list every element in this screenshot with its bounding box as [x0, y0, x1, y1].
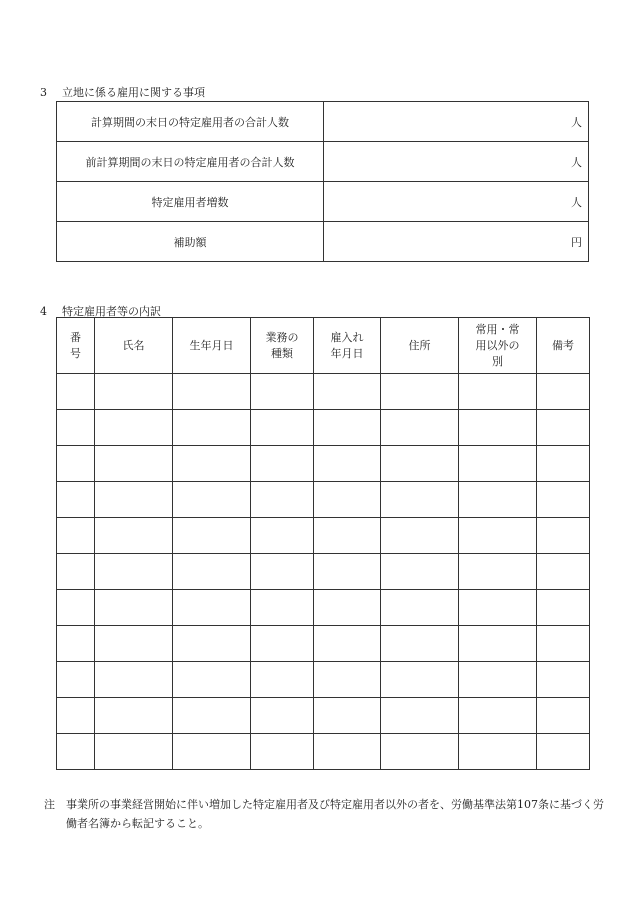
entry-cell[interactable] — [95, 518, 173, 554]
entry-cell[interactable] — [251, 446, 314, 482]
column-header: 番 号 — [57, 318, 95, 374]
row-value-cell[interactable] — [324, 182, 589, 222]
entry-cell[interactable] — [57, 446, 95, 482]
entry-cell[interactable] — [537, 698, 590, 734]
entry-cell[interactable] — [314, 374, 381, 410]
entry-cell[interactable] — [173, 626, 251, 662]
entry-cell[interactable] — [57, 482, 95, 518]
entry-cell[interactable] — [381, 734, 459, 770]
row-unit: 人 — [571, 195, 582, 209]
entry-cell[interactable] — [57, 662, 95, 698]
entry-cell[interactable] — [459, 482, 537, 518]
entry-cell[interactable] — [57, 410, 95, 446]
table-body — [57, 374, 590, 770]
entry-cell[interactable] — [314, 590, 381, 626]
table-row — [57, 102, 589, 142]
entry-cell[interactable] — [459, 518, 537, 554]
entry-cell[interactable] — [57, 554, 95, 590]
table-row — [57, 446, 590, 482]
entry-cell[interactable] — [95, 374, 173, 410]
row-label: 補助額 — [57, 222, 324, 262]
section3-number: 3 — [40, 86, 47, 99]
entry-cell[interactable] — [459, 554, 537, 590]
entry-cell[interactable] — [537, 590, 590, 626]
entry-cell[interactable] — [95, 734, 173, 770]
entry-cell[interactable] — [95, 662, 173, 698]
entry-cell[interactable] — [381, 410, 459, 446]
column-header: 氏名 — [95, 318, 173, 374]
entry-cell[interactable] — [173, 698, 251, 734]
entry-cell[interactable] — [95, 626, 173, 662]
entry-cell[interactable] — [314, 698, 381, 734]
entry-cell[interactable] — [251, 410, 314, 446]
row-label: 特定雇用者増数 — [57, 182, 324, 222]
entry-cell[interactable] — [537, 446, 590, 482]
entry-cell[interactable] — [314, 626, 381, 662]
table-row — [57, 518, 590, 554]
table-row — [57, 662, 590, 698]
entry-cell[interactable] — [95, 410, 173, 446]
entry-cell[interactable] — [251, 662, 314, 698]
entry-cell[interactable] — [251, 374, 314, 410]
entry-cell[interactable] — [314, 518, 381, 554]
entry-cell[interactable] — [459, 374, 537, 410]
entry-cell[interactable] — [95, 590, 173, 626]
entry-cell[interactable] — [459, 446, 537, 482]
column-header: 生年月日 — [173, 318, 251, 374]
entry-cell[interactable] — [251, 554, 314, 590]
entry-cell[interactable] — [459, 734, 537, 770]
entry-cell[interactable] — [537, 734, 590, 770]
table-row — [57, 142, 589, 182]
entry-cell[interactable] — [537, 662, 590, 698]
row-unit: 円 — [571, 235, 582, 249]
note-mark: 注 — [44, 798, 55, 811]
employment-summary-table — [56, 101, 589, 262]
column-header: 雇入れ 年月日 — [314, 318, 381, 374]
table-row — [57, 698, 590, 734]
table-row — [57, 554, 590, 590]
entry-cell[interactable] — [95, 698, 173, 734]
table-row — [57, 182, 589, 222]
footnote — [44, 795, 604, 833]
entry-cell[interactable] — [251, 518, 314, 554]
entry-cell[interactable] — [173, 662, 251, 698]
note-text: 事業所の事業経営開始に伴い増加した特定雇用者及び特定雇用者以外の者を、労働基準法第107条に基づく労働者名簿から転記すること。 — [66, 798, 604, 830]
entry-cell[interactable] — [57, 734, 95, 770]
row-value-cell[interactable] — [324, 142, 589, 182]
section4-title: 特定雇用者等の内訳 — [62, 305, 161, 318]
entry-cell[interactable] — [381, 626, 459, 662]
table-row — [57, 222, 589, 262]
table-row — [57, 410, 590, 446]
entry-cell[interactable] — [537, 374, 590, 410]
table-row — [57, 374, 590, 410]
entry-cell[interactable] — [95, 482, 173, 518]
entry-cell[interactable] — [251, 734, 314, 770]
entry-cell[interactable] — [173, 518, 251, 554]
row-value-cell[interactable] — [324, 222, 589, 262]
section4-number: 4 — [40, 305, 47, 318]
entry-cell[interactable] — [95, 554, 173, 590]
entry-cell[interactable] — [173, 410, 251, 446]
entry-cell[interactable] — [381, 518, 459, 554]
column-header: 業務の 種類 — [251, 318, 314, 374]
entry-cell[interactable] — [314, 410, 381, 446]
entry-cell[interactable] — [173, 482, 251, 518]
entry-cell[interactable] — [537, 482, 590, 518]
row-label: 前計算期間の末日の特定雇用者の合計人数 — [57, 142, 324, 182]
column-header: 備考 — [537, 318, 590, 374]
entry-cell[interactable] — [537, 410, 590, 446]
entry-cell[interactable] — [57, 590, 95, 626]
entry-cell[interactable] — [537, 554, 590, 590]
employee-breakdown-table — [56, 317, 590, 770]
entry-cell[interactable] — [251, 626, 314, 662]
entry-cell[interactable] — [537, 626, 590, 662]
entry-cell[interactable] — [459, 698, 537, 734]
entry-cell[interactable] — [381, 374, 459, 410]
row-unit: 人 — [571, 155, 582, 169]
table-row — [57, 734, 590, 770]
entry-cell[interactable] — [57, 698, 95, 734]
entry-cell[interactable] — [381, 662, 459, 698]
section3-heading — [40, 84, 205, 100]
entry-cell[interactable] — [314, 734, 381, 770]
entry-cell[interactable] — [381, 482, 459, 518]
entry-cell[interactable] — [173, 446, 251, 482]
entry-cell[interactable] — [314, 482, 381, 518]
entry-cell[interactable] — [537, 518, 590, 554]
table-row — [57, 482, 590, 518]
entry-cell[interactable] — [459, 590, 537, 626]
entry-cell[interactable] — [381, 590, 459, 626]
section3-title: 立地に係る雇用に関する事項 — [62, 86, 205, 99]
entry-cell[interactable] — [173, 374, 251, 410]
entry-cell[interactable] — [314, 554, 381, 590]
entry-cell[interactable] — [57, 518, 95, 554]
table-row — [57, 590, 590, 626]
entry-cell[interactable] — [314, 662, 381, 698]
entry-cell[interactable] — [381, 554, 459, 590]
entry-cell[interactable] — [381, 698, 459, 734]
entry-cell[interactable] — [251, 590, 314, 626]
entry-cell[interactable] — [173, 590, 251, 626]
entry-cell[interactable] — [251, 482, 314, 518]
entry-cell[interactable] — [173, 554, 251, 590]
entry-cell[interactable] — [459, 662, 537, 698]
row-label: 計算期間の末日の特定雇用者の合計人数 — [57, 102, 324, 142]
entry-cell[interactable] — [57, 626, 95, 662]
entry-cell[interactable] — [459, 626, 537, 662]
header-row — [57, 318, 590, 374]
entry-cell[interactable] — [381, 446, 459, 482]
entry-cell[interactable] — [95, 446, 173, 482]
entry-cell[interactable] — [57, 374, 95, 410]
entry-cell[interactable] — [314, 446, 381, 482]
row-value-cell[interactable] — [324, 102, 589, 142]
entry-cell[interactable] — [459, 410, 537, 446]
entry-cell[interactable] — [251, 698, 314, 734]
entry-cell[interactable] — [173, 734, 251, 770]
table-row — [57, 626, 590, 662]
row-unit: 人 — [571, 115, 582, 129]
column-header: 常用・常 用以外の 別 — [459, 318, 537, 374]
column-header: 住所 — [381, 318, 459, 374]
